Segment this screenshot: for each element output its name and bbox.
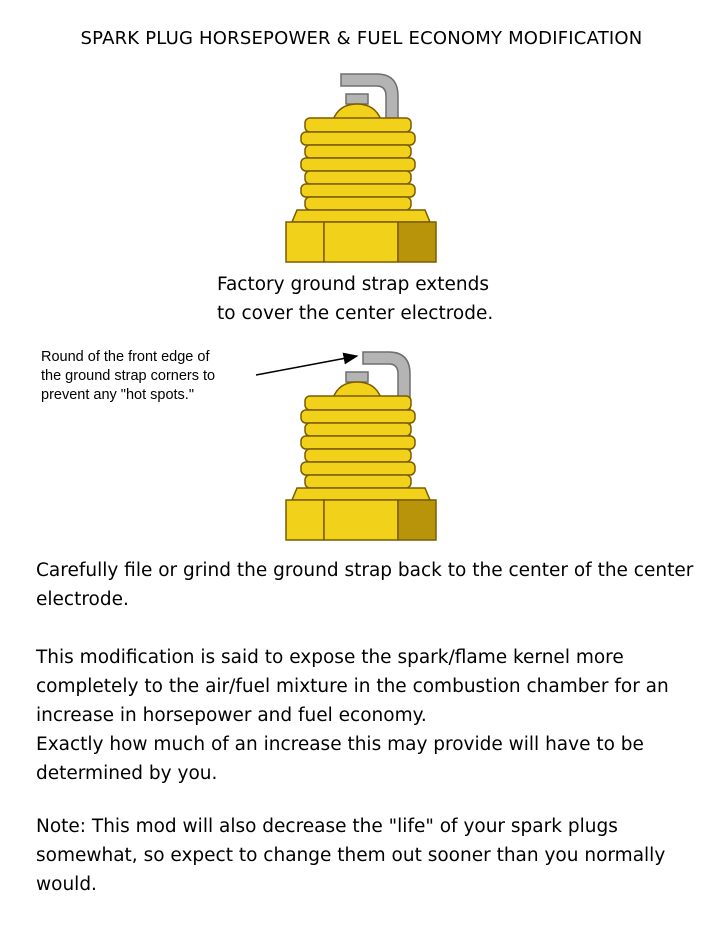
page-title: SPARK PLUG HORSEPOWER & FUEL ECONOMY MODIFICATION [80,28,643,49]
factory-caption: Factory ground strap extends to cover the center electrode. [217,274,494,324]
step-paragraph: Carefully file or grind the ground strap back to the center of the center electrode. [36,560,694,610]
hex-nut [286,222,436,262]
center-electrode [346,94,368,104]
callout-label: Round of the front edge of the ground strap corners to prevent any "hot spots." [41,349,216,403]
factory-spark-plug-illustration [283,68,443,268]
modified-spark-plug-illustration [283,346,443,546]
hex-nut [286,500,436,540]
note-paragraph: Note: This mod will also decrease the "life" of your spark plugs somewhat, so expect to change them out sooner than you normally would. [36,816,666,895]
center-electrode [346,372,368,382]
gasket [292,488,430,500]
threads [301,118,415,210]
gasket [292,210,430,222]
threads [301,396,415,488]
effect-paragraph: This modification is said to expose the spark/flame kernel more completely to the air/fuel mixture in the combustion chamber for an increase in horsepower and fuel economy. [36,647,669,726]
increase-paragraph: Exactly how much of an increase this may provide will have to be determined by you. [36,734,644,784]
